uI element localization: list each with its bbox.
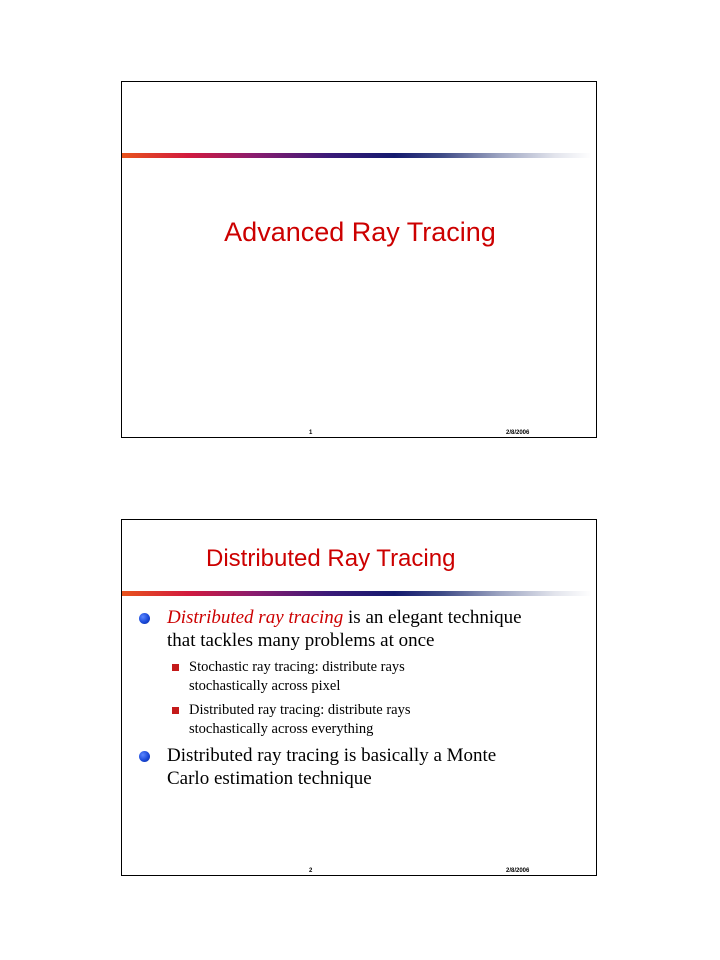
- sub-bullet-item: [136, 701, 586, 739]
- bullet-list: [136, 606, 586, 796]
- slide-1: [121, 81, 597, 438]
- bullet-line: Distributed ray tracing is basically a Monte: [167, 745, 497, 766]
- slide-title: Distributed Ray Tracing: [206, 545, 456, 572]
- sub-bullet-item: [136, 658, 586, 696]
- bullet-line: Carlo estimation technique: [167, 768, 372, 789]
- square-bullet-icon: [172, 664, 179, 671]
- slide-2: [121, 519, 597, 876]
- bullet-line: [167, 606, 586, 629]
- slide-date: 2/8/2006: [506, 868, 530, 874]
- bullet-line: that tackles many problems at once: [167, 630, 435, 651]
- slide-title: Advanced Ray Tracing: [224, 217, 496, 247]
- bullet-dot-icon: [139, 751, 150, 762]
- sub-bullet-line: stochastically across everything: [189, 721, 374, 737]
- slide-date: 2/8/2006: [506, 430, 530, 436]
- title-gradient-bar: [122, 153, 592, 158]
- title-gradient-bar: [122, 591, 592, 596]
- sub-bullet-line: Distributed ray tracing: distribute rays: [189, 702, 411, 718]
- sub-bullet-line: Stochastic ray tracing: distribute rays: [189, 659, 405, 675]
- slide-number: 2: [309, 868, 313, 874]
- slide-number: 1: [309, 430, 313, 436]
- bullet-text: is an elegant technique: [343, 607, 522, 628]
- bullet-item: [136, 606, 586, 652]
- highlighted-term: Distributed ray tracing: [167, 607, 344, 628]
- bullet-dot-icon: [139, 613, 150, 624]
- bullet-item: [136, 744, 586, 790]
- square-bullet-icon: [172, 707, 179, 714]
- sub-bullet-line: stochastically across pixel: [189, 678, 341, 694]
